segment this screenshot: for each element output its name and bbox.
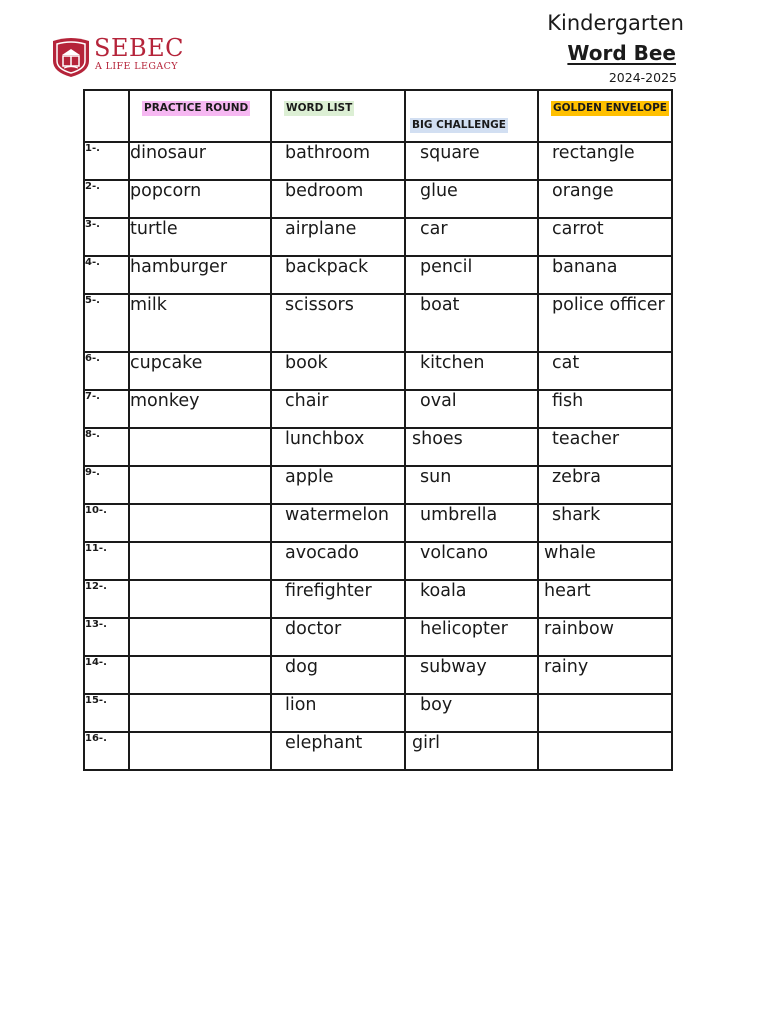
word-cell: zebra	[538, 466, 672, 504]
word-cell: pencil	[405, 256, 538, 294]
word-cell	[538, 694, 672, 732]
word-cell: rainbow	[538, 618, 672, 656]
column-label: GOLDEN ENVELOPE	[553, 102, 667, 114]
word-cell: subway	[405, 656, 538, 694]
table-row	[84, 352, 672, 390]
word-cell: turtle	[129, 218, 271, 256]
word-cell: dinosaur	[129, 142, 271, 180]
word-cell: avocado	[271, 542, 405, 580]
row-number: 6-.	[84, 352, 129, 390]
word-cell: elephant	[271, 732, 405, 770]
word-cell: popcorn	[129, 180, 271, 218]
column-label: WORD LIST	[286, 102, 353, 114]
word-cell: girl	[405, 732, 538, 770]
word-cell: backpack	[271, 256, 405, 294]
word-cell: glue	[405, 180, 538, 218]
table-row	[84, 466, 672, 504]
table-row	[84, 580, 672, 618]
table-row	[84, 618, 672, 656]
word-cell: cat	[538, 352, 672, 390]
word-cell: car	[405, 218, 538, 256]
table-row	[84, 218, 672, 256]
word-cell: teacher	[538, 428, 672, 466]
school-logo	[50, 34, 184, 80]
table-row	[84, 294, 672, 352]
word-cell	[129, 732, 271, 770]
table-row	[84, 732, 672, 770]
word-cell: bedroom	[271, 180, 405, 218]
word-cell: police officer	[538, 294, 672, 352]
table-row	[84, 656, 672, 694]
word-cell: chair	[271, 390, 405, 428]
word-cell: scissors	[271, 294, 405, 352]
word-cell: watermelon	[271, 504, 405, 542]
word-cell: lion	[271, 694, 405, 732]
word-cell: shark	[538, 504, 672, 542]
crest-icon	[50, 34, 92, 78]
word-cell: sun	[405, 466, 538, 504]
column-label: PRACTICE ROUND	[144, 102, 249, 114]
row-number: 8-.	[84, 428, 129, 466]
logo-tagline: A LIFE LEGACY	[95, 61, 178, 72]
word-cell: helicopter	[405, 618, 538, 656]
word-cell	[129, 618, 271, 656]
word-cell: rectangle	[538, 142, 672, 180]
row-number: 16-.	[84, 732, 129, 770]
word-cell: lunchbox	[271, 428, 405, 466]
word-cell: milk	[129, 294, 271, 352]
row-number: 13-.	[84, 618, 129, 656]
word-cell: boy	[405, 694, 538, 732]
table-row	[84, 428, 672, 466]
word-cell: apple	[271, 466, 405, 504]
word-cell: book	[271, 352, 405, 390]
column-label: BIG CHALLENGE	[412, 119, 506, 131]
word-cell	[129, 504, 271, 542]
word-cell: volcano	[405, 542, 538, 580]
word-cell: fish	[538, 390, 672, 428]
word-cell: whale	[538, 542, 672, 580]
number-column-header	[84, 90, 129, 142]
row-number: 14-.	[84, 656, 129, 694]
row-number: 9-.	[84, 466, 129, 504]
word-cell: cupcake	[129, 352, 271, 390]
column-header-word-list	[271, 90, 405, 142]
word-cell	[129, 656, 271, 694]
table-row	[84, 504, 672, 542]
word-cell: dog	[271, 656, 405, 694]
word-cell: doctor	[271, 618, 405, 656]
row-number: 2-.	[84, 180, 129, 218]
row-number: 7-.	[84, 390, 129, 428]
document-title: Word Bee	[567, 41, 676, 65]
word-cell	[129, 694, 271, 732]
table-row	[84, 542, 672, 580]
school-year: 2024-2025	[608, 70, 677, 85]
word-cell: rainy	[538, 656, 672, 694]
row-number: 10-.	[84, 504, 129, 542]
table-header-row	[84, 90, 672, 142]
word-cell: shoes	[405, 428, 538, 466]
table-row	[84, 694, 672, 732]
word-cell: kitchen	[405, 352, 538, 390]
column-header-golden-envelope	[538, 90, 672, 142]
word-cell: boat	[405, 294, 538, 352]
word-cell	[129, 580, 271, 618]
row-number: 12-.	[84, 580, 129, 618]
row-number: 15-.	[84, 694, 129, 732]
table-row	[84, 390, 672, 428]
word-table	[83, 89, 673, 771]
table-row	[84, 180, 672, 218]
word-cell: orange	[538, 180, 672, 218]
row-number: 4-.	[84, 256, 129, 294]
word-cell	[129, 428, 271, 466]
word-cell	[538, 732, 672, 770]
word-cell: firefighter	[271, 580, 405, 618]
row-number: 1-.	[84, 142, 129, 180]
word-cell	[129, 542, 271, 580]
word-cell: bathroom	[271, 142, 405, 180]
row-number: 5-.	[84, 294, 129, 352]
table-row	[84, 142, 672, 180]
word-cell: heart	[538, 580, 672, 618]
word-cell: carrot	[538, 218, 672, 256]
grade-heading: Kindergarten	[547, 11, 684, 35]
word-cell: umbrella	[405, 504, 538, 542]
word-cell: hamburger	[129, 256, 271, 294]
word-cell	[129, 466, 271, 504]
word-cell: airplane	[271, 218, 405, 256]
word-cell: banana	[538, 256, 672, 294]
word-cell: koala	[405, 580, 538, 618]
row-number: 11-.	[84, 542, 129, 580]
column-header-practice-round	[129, 90, 271, 142]
logo-name: SEBEC	[94, 34, 184, 62]
row-number: 3-.	[84, 218, 129, 256]
word-cell: square	[405, 142, 538, 180]
word-cell: monkey	[129, 390, 271, 428]
column-header-big-challenge	[405, 90, 538, 142]
word-cell: oval	[405, 390, 538, 428]
table-row	[84, 256, 672, 294]
